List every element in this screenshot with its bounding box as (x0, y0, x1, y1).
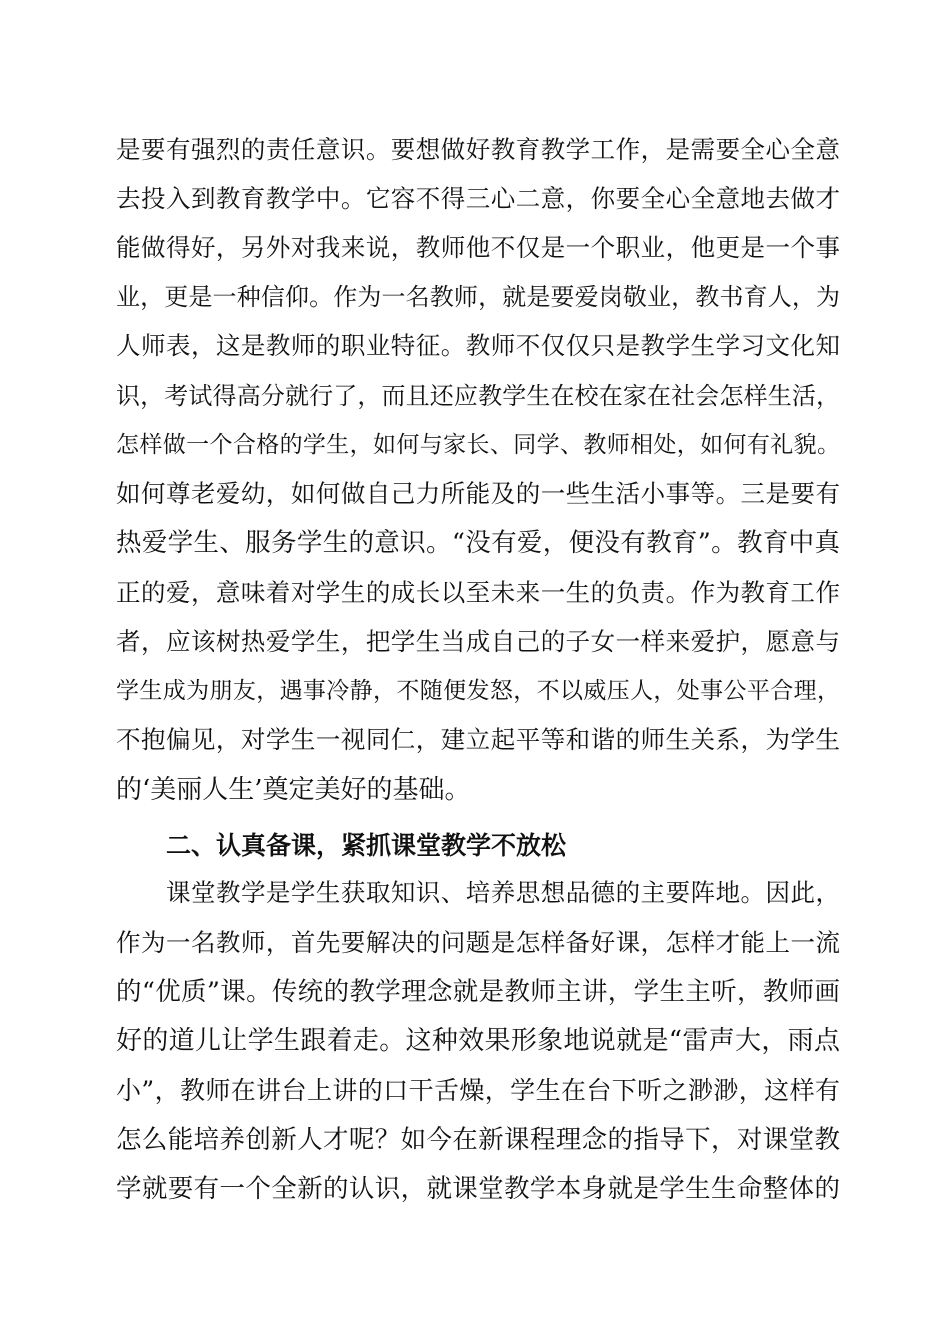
text-line: 去投入到教育教学中。它容不得三心二意，你要全心全意地去做才 (116, 184, 840, 213)
text-line: 能做得好，另外对我来说，教师他不仅是一个职业，他更是一个事 (116, 233, 840, 262)
text-line: 的‘美丽人生’奠定美好的基础。 (116, 775, 471, 805)
text-line: 不抱偏见，对学生一视同仁，建立起平等和谐的师生关系，为学生 (116, 725, 840, 754)
text-line: 热爱学生、服务学生的意识。“没有爱，便没有教育”。教育中真 (116, 528, 840, 558)
text-line: 是要有强烈的责任意识。要想做好教育教学工作，是需要全心全意 (116, 135, 840, 164)
text-line: 人师表，这是教师的职业特征。教师不仅仅只是教学生学习文化知 (116, 331, 840, 360)
section-heading: 二、认真备课，紧抓课堂教学不放松 (166, 831, 567, 860)
text-line: 好的道儿让学生跟着走。这种效果形象地说就是“雷声大，雨点 (116, 1026, 840, 1056)
text-line: 学生成为朋友，遇事冷静，不随便发怒，不以威压人，处事公平合理， (116, 678, 840, 704)
text-line: 如何尊老爱幼，如何做自己力所能及的一些生活小事等。三是要有 (116, 479, 840, 508)
text-line: 学就要有一个全新的认识，就课堂教学本身就是学生生命整体的 (116, 1174, 840, 1204)
text-line: 业，更是一种信仰。作为一名教师，就是要爱岗敬业，教书育人，为 (116, 283, 840, 311)
text-line: 作为一名教师，首先要解决的问题是怎样备好课，怎样才能上一流 (116, 928, 840, 957)
text-line: 小”，教师在讲台上讲的口干舌燥，学生在台下听之渺渺，这样有 (116, 1076, 840, 1105)
text-line: 怎样做一个合格的学生，如何与家长、同学、教师相处，如何有礼貌。 (116, 432, 840, 458)
text-line: 的“优质”课。传统的教学理念就是教师主讲，学生主听，教师画 (116, 977, 840, 1007)
text-line: 正的爱，意味着对学生的成长以至未来一生的负责。作为教育工作 (116, 578, 840, 607)
text-line: 怎么能培养创新人才呢？如今在新课程理念的指导下，对课堂教 (116, 1125, 840, 1155)
text-line: 识，考试得高分就行了，而且还应教学生在校在家在社会怎样生活， (116, 382, 840, 410)
text-line: 课堂教学是学生获取知识、培养思想品德的主要阵地。因此， (166, 878, 840, 907)
text-line: 者，应该树热爱学生，把学生当成自己的子女一样来爱护，愿意与 (116, 627, 840, 656)
